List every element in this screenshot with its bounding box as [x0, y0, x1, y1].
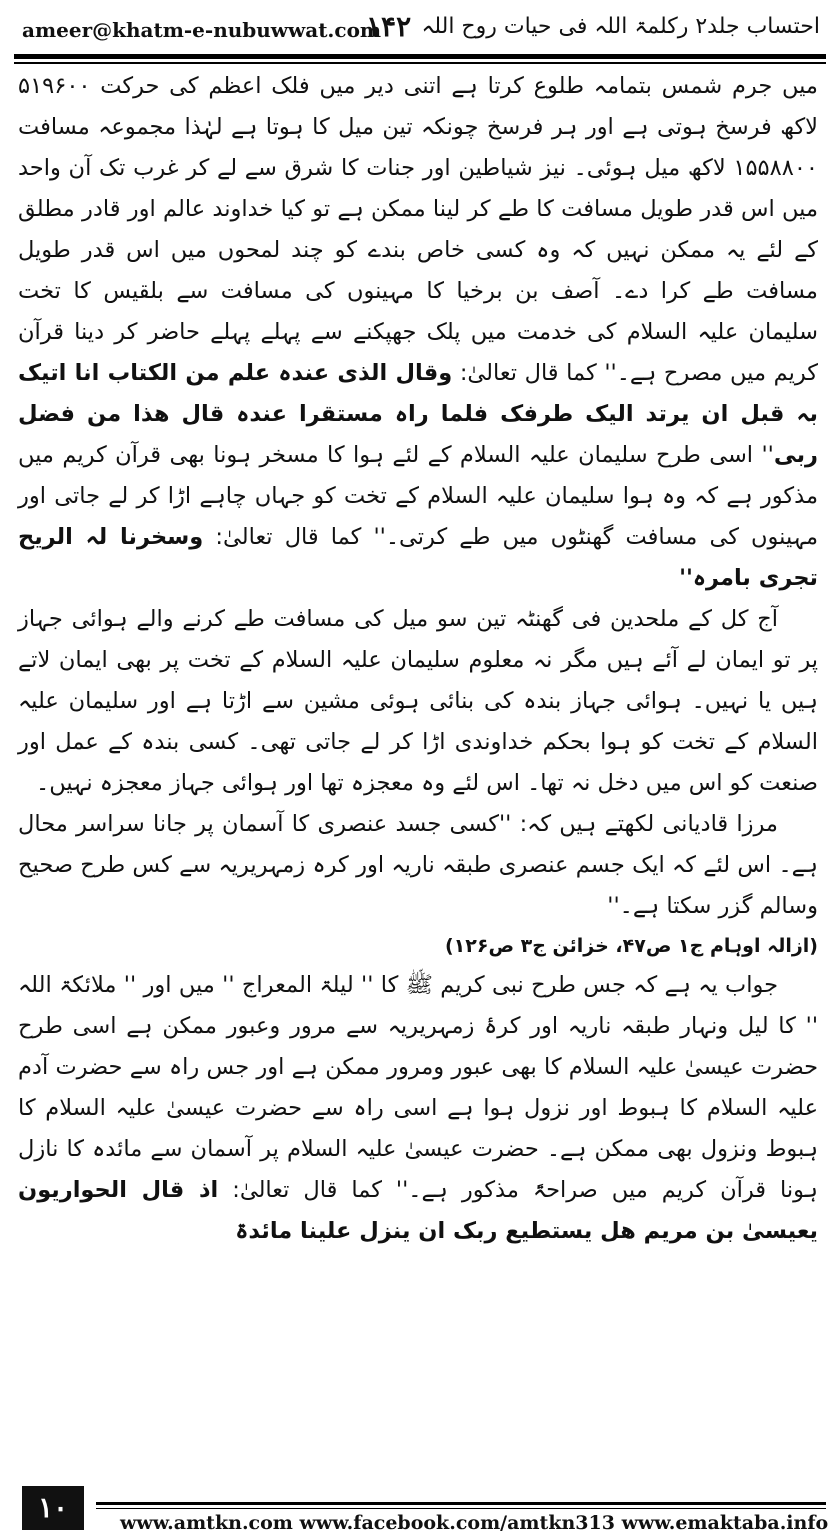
- header-email: ameer@khatm-e-nubuwwat.com: [22, 18, 382, 42]
- paragraph-1-text: میں جرم شمس بتمامہ طلوع کرتا ہے اتنی دیر میں فلک اعظم کی حرکت ۵۱۹۶۰۰ لاکھ فرسخ ہوتی ہے اور ہر فرسخ چونکہ تین میل کا ہوتا ہے لہٰذا مجموعہ مسافت ۱۵۵۸۸۰۰ لاکھ میل ہوئی۔ نیز شیاطین اور جنات کا شرق سے لے کر غرب تک آن واحد میں اس قدر طویل مسافت کا طے کر لینا ممکن ہے تو کیا خداوند عالم اور قادر مطلق کے لئے یہ ممکن نہیں کہ وہ کسی خاص بندے کو چند لمحوں میں اس قدر طویل مسافت طے کرا دے۔ آصف بن برخیا کا مہینوں کی مسافت سے بلقیس کا تخت سلیمان علیہ السلام کی خدمت میں پلک جھپکنے سے پہلے پہلے حاضر کر دینا قرآن کریم میں مصرح ہے۔'' کما قال تعالیٰ:: [18, 73, 818, 386]
- header-book-title: احتساب جلد۲ رکلمۃ اللہ فی حیات روح اللہ: [421, 14, 820, 39]
- footer-page-number: ۱۰: [22, 1486, 84, 1530]
- page-footer: [0, 1484, 840, 1540]
- footer-rule-thick: [96, 1502, 826, 1505]
- paragraph-1: [18, 66, 818, 599]
- footer-urls: www.amtkn.com www.facebook.com/amtkn313 www.emaktaba.info: [120, 1512, 829, 1534]
- arabic-quote-2: وسخرنا لہ الریح تجری بامرہ'': [18, 524, 818, 591]
- paragraph-4-text: جواب یہ ہے کہ جس طرح نبی کریم ﷺ کا '' لیلۃ المعراج '' میں اور '' ملائکۃ اللہ '' کا لیل ونہار طبقہ ناریہ اور کرۂ زمہریریہ سے مرور وعبور ممکن ہے اسی طرح حضرت عیسیٰ علیہ السلام کا بھی عبور ومرور ممکن ہے اور جس راہ سے حضرت آدم علیہ السلام کا ہبوط اور نزول ہوا ہے اسی راہ سے حضرت عیسیٰ علیہ السلام کا ہبوط ونزول بھی ممکن ہے۔ حضرت عیسیٰ علیہ السلام پر آسمان سے مائدہ کا نازل ہونا قرآن کریم میں صراحۃً مذکور ہے۔'' کما قال تعالیٰ:: [18, 972, 818, 1203]
- paragraph-1b-text: '' اسی طرح سلیمان علیہ السلام کے لئے ہوا کا مسخر ہونا بھی قرآن کریم میں مذکور ہے کہ وہ ہوا سلیمان علیہ السلام کے تخت کو جہاں چاہے اڑا کر لے جاتی اور مہینوں کی مسافت گھنٹوں میں طے کرتی۔'' کما قال تعالیٰ:: [18, 442, 818, 550]
- reference-citation: (ازالہ اوہام ج۱ ص۴۷، خزائن ج۳ ص۱۲۶): [444, 935, 818, 957]
- page-header: [0, 0, 840, 62]
- paragraph-2: آج کل کے ملحدین فی گھنٹہ تین سو میل کی مسافت طے کرنے والے ہوائی جہاز پر تو ایمان لے آئے ہیں مگر نہ معلوم سلیمان علیہ السلام کے تخت پر بھی ایمان لاتے ہیں یا نہیں۔ ہوائی جہاز بندہ کی بنائی ہوئی مشین سے اڑتا ہے اور سلیمان علیہ السلام کے تخت کو ہوا بحکم خداوندی اڑا کر لے جاتی تھی۔ کسی بندہ کے عمل اور صنعت کو اس میں دخل نہ تھا۔ اس لئے وہ معجزہ تھا اور ہوائی جہاز معجزہ نہیں۔: [18, 606, 818, 796]
- page-body: [18, 66, 818, 1456]
- footer-rule-thin: [96, 1508, 826, 1509]
- arabic-quote-1: وقال الذی عندہ علم من الکتاب انا اتیک بہ قبل ان یرتد الیک طرفک فلما راہ مستقرا عندہ قال ھذا من فضل ربی: [18, 360, 818, 468]
- header-page-number: ۱۴۲: [366, 10, 412, 43]
- paragraph-3: مرزا قادیانی لکھتے ہیں کہ: ''کسی جسد عنصری کا آسمان پر جانا سراسر محال ہے۔ اس لئے کہ ایک جسم عنصری طبقہ ناریہ اور کرہ زمہریریہ سے کس طرح صحیح وسالم گزر سکتا ہے۔'': [18, 811, 818, 919]
- arabic-quote-3: اذ قال الحواریون یعیسیٰ بن مریم ھل یستطیع ربک ان ینزل علینا مائدۃ: [18, 1177, 818, 1244]
- header-rule-thin: [14, 62, 826, 64]
- paragraph-4: [18, 965, 818, 1252]
- header-rule-thick: [14, 54, 826, 59]
